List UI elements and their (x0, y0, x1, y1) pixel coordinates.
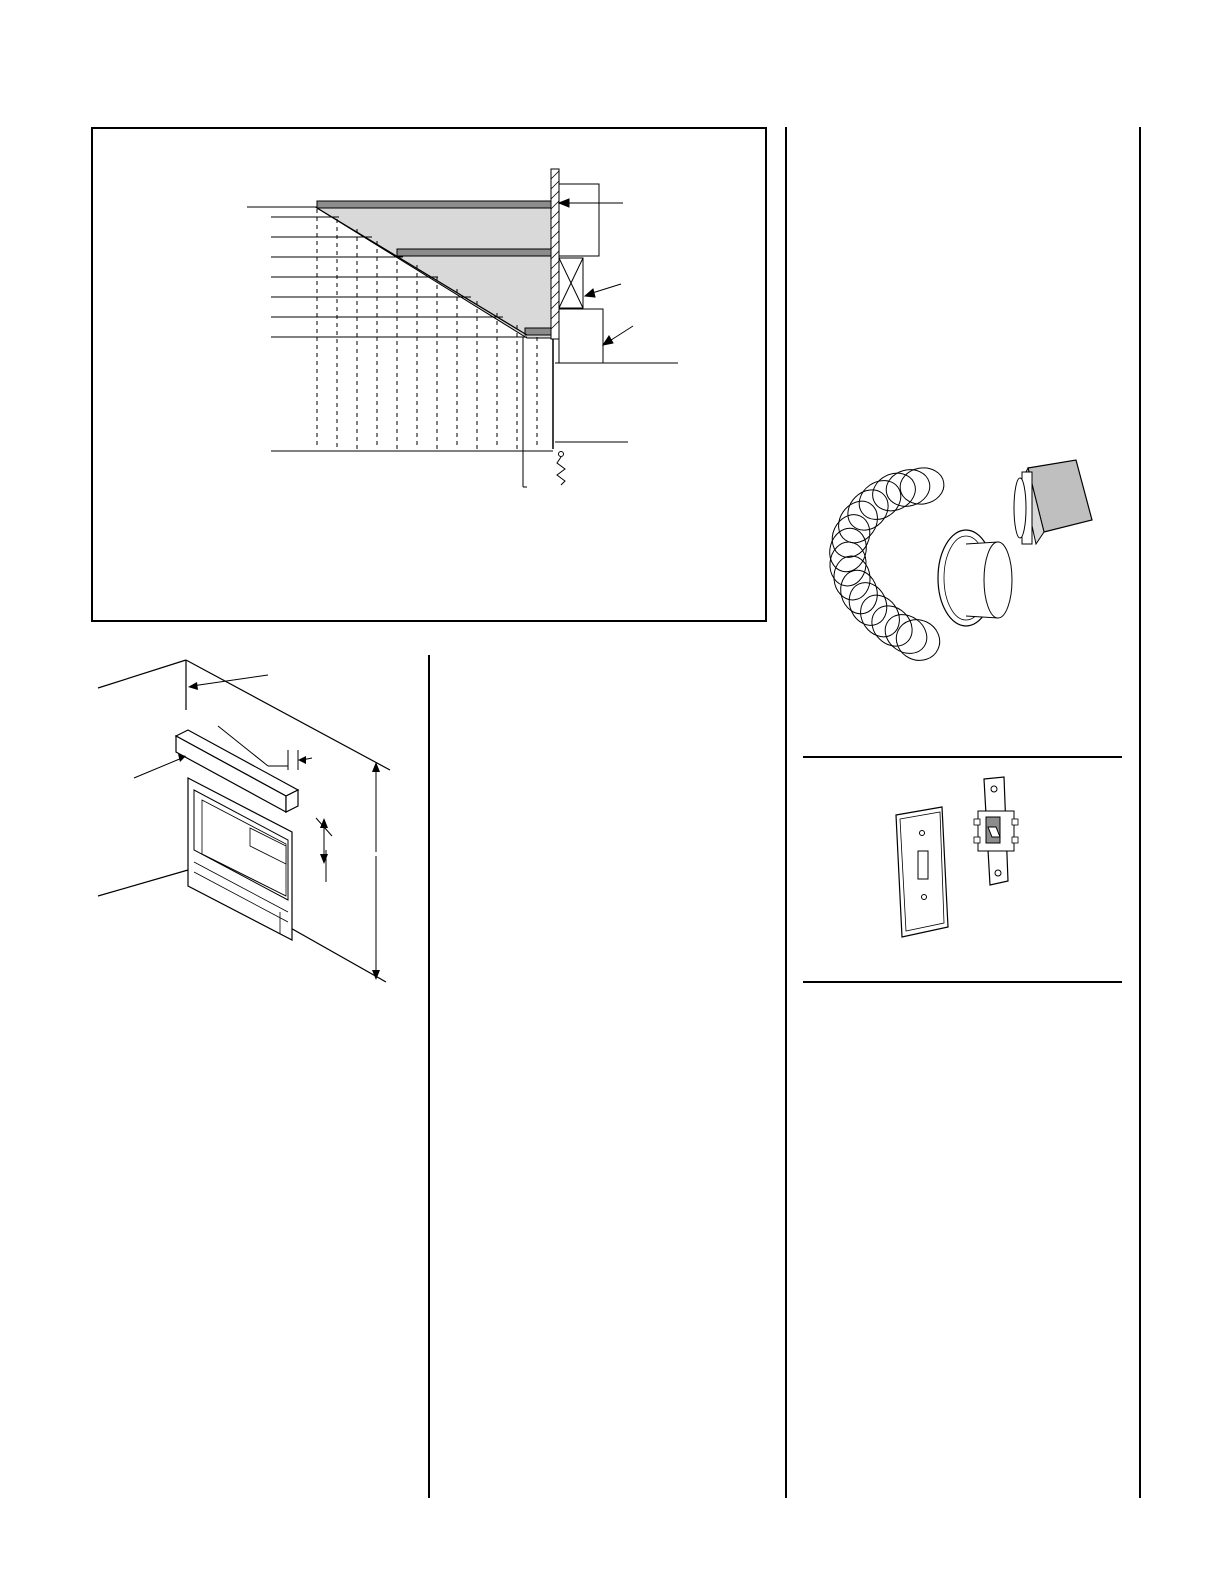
mantel-clearance-diagram-icon (93, 129, 769, 624)
wall-switch-and-cover-plate-illustration-icon (890, 775, 1040, 945)
wall-switch-figure (890, 775, 1040, 945)
flex-duct (826, 464, 947, 667)
mantel-middle (397, 249, 555, 256)
fireplace-top (559, 309, 603, 363)
mantel-top (317, 201, 555, 208)
flex-duct-and-vent-cap-illustration-icon (826, 458, 1101, 678)
fireplace-perspective-drawing-icon (90, 650, 410, 995)
mantel-zone-shading (317, 208, 555, 338)
vent-kit-figure (826, 458, 1101, 678)
break-symbol (557, 457, 565, 485)
mantel-clearance-figure (91, 127, 767, 622)
fireplace-perspective-figure (90, 650, 410, 995)
wall-top-box (559, 184, 599, 256)
